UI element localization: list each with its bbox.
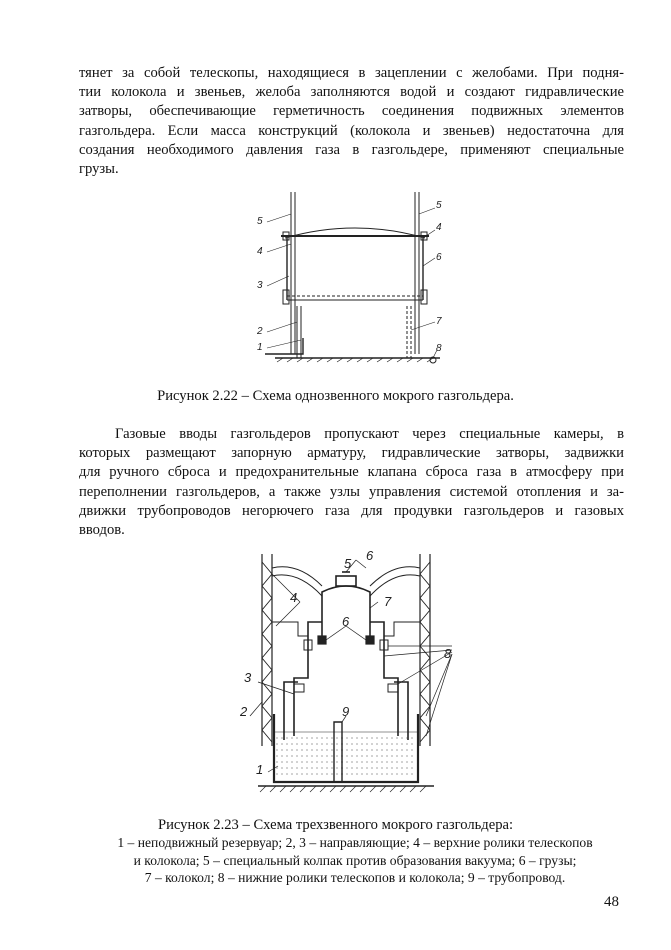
paragraph-1-line: газгольдера. Если масса конструкций (колокола и звеньев) недостаточна для [79,122,624,139]
weight [366,636,374,644]
figure2-label: 6 [342,614,350,629]
figure2-label: 9 [342,704,350,719]
figure1-label: 4 [257,246,263,257]
figure2-label: 6 [366,548,374,563]
figure2-label: 5 [344,556,352,571]
paragraph-2 [79,425,624,540]
figure1-label: 5 [257,216,263,227]
figure1-label: 5 [436,200,442,211]
figure-three-lift-gasholder [238,546,458,798]
figure-2-legend [60,834,650,887]
paragraph-2-line: переполнении газгольдеров, а также узлы управления системой отопления и за- [79,483,624,500]
leader-lines [267,208,437,358]
guide-columns [291,192,419,354]
legend-line: 1 – неподвижный резервуар; 2, 3 – направляющие; 4 – верхние ролики телескопов [117,835,593,850]
paragraph-1-line: тянет за собой телескопы, находящиеся в зацеплении с желобами. При подня- [79,65,624,81]
legend-line: 7 – колокол; 8 – нижние ролики телескопов и колокола; 9 – трубопровод. [144,870,566,886]
figure1-label: 7 [436,316,442,327]
paragraph-1-line: создания необходимого давления газа в газгольдере, применяют специальные [79,141,624,158]
figure2-label: 8 [444,646,452,661]
anti-vacuum-cap [336,576,356,586]
figure-2-caption: Рисунок 2.23 – Схема трехзвенного мокрого газгольдера: [157,817,514,833]
roller [421,290,427,304]
figure1-label: 6 [436,252,442,263]
figure2-label: 2 [240,704,248,719]
figure2-label: 3 [244,670,252,685]
bell [322,572,370,640]
paragraph-1 [79,64,624,179]
bell [281,228,429,300]
figure2-label: 7 [384,594,392,609]
roller [283,290,289,304]
figure1-label: 1 [257,342,263,353]
paragraph-2-line: Газовые вводы газгольдеров пропускают через специальные камеры, в [115,426,624,442]
figure1-label: 2 [257,326,263,337]
figure1-label: 4 [436,222,442,233]
paragraph-2-line: для ручного сброса и предохранительные клапана сброса газа в атмосферу при [79,464,624,481]
figure-single-lift-gasholder [245,188,445,368]
legend-line: и колокола; 5 – специальный колпак против образования вакуума; 6 – грузы; [133,852,577,868]
guide-frame-right [420,554,430,746]
telescope-lifts [284,622,408,740]
guide-frame-left [262,554,272,746]
weight [318,636,326,644]
paragraph-1-line: грузы. [79,161,119,178]
paragraph-1-line: затворы, обеспечивающие герметичность соединения подвижных элементов [79,103,624,120]
figure2-label: 4 [290,590,298,605]
paragraph-2-line: движки трубопроводов негорючего газа для продувки газгольдеров и газовых [79,502,624,519]
figure1-label: 8 [436,343,442,354]
pipeline [334,722,342,782]
figure1-label: 3 [257,280,263,291]
paragraph-2-line: вводов. [79,522,125,539]
paragraph-1-line: тии колокола и звеньев, желоба заполняются водой и создают гидравлические [79,84,624,101]
page-number: 48 [604,894,619,910]
figure2-label: 1 [256,762,264,777]
figure-1-caption: Рисунок 2.22 – Схема однозвенного мокрого газгольдера. [157,388,514,404]
paragraph-2-line: которых размещают запорную арматуру, гидравлические затворы, задвижки [79,445,624,462]
